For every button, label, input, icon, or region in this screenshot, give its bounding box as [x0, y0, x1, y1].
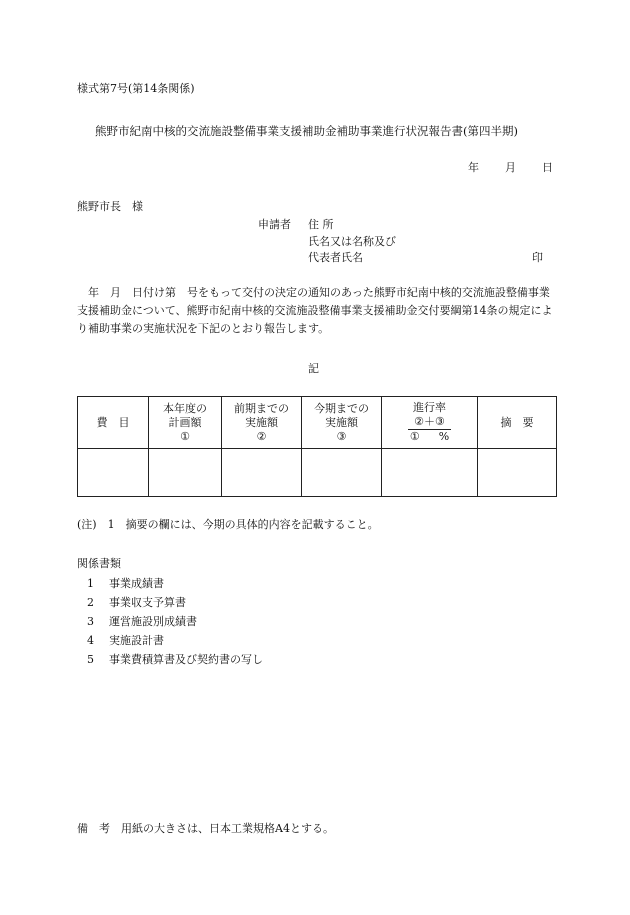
list-item-text: 事業成績書 [109, 577, 164, 590]
list-item [87, 574, 263, 593]
list-item-number: 2 [87, 596, 94, 609]
applicant-address-label: 住 所 [308, 218, 334, 231]
applicant-name-label-line2: 代表者氏名 [308, 251, 363, 264]
header-summary: 摘 要 [478, 397, 557, 449]
remarks-text: 備 考 用紙の大きさは、日本工業規格A4とする。 [77, 822, 334, 835]
header-curr-line1: 今期までの [314, 401, 369, 415]
progress-table [77, 396, 557, 497]
date-month: 月 [505, 161, 516, 174]
rate-numerator: ②＋③ [408, 415, 451, 430]
list-item [87, 650, 263, 669]
header-curr-line2: 実施額 [325, 415, 358, 429]
date-line [468, 161, 553, 175]
rate-unit: % [438, 430, 450, 443]
header-prev-line2: 実施額 [245, 415, 278, 429]
table-header-row [78, 397, 557, 449]
cell-plan-amount[interactable] [149, 449, 222, 497]
list-item-number: 5 [87, 653, 94, 666]
header-progress-rate [382, 397, 478, 449]
form-number: 様式第7号(第14条関係) [77, 82, 195, 95]
header-expense: 費 目 [78, 397, 149, 449]
note-text: (注) 1 摘要の欄には、今期の具体的内容を記載すること。 [77, 518, 379, 531]
cell-summary[interactable] [478, 449, 557, 497]
date-day: 日 [542, 161, 553, 174]
seal-mark: 印 [532, 251, 543, 264]
rate-denominator: ① [409, 430, 420, 443]
list-item-text: 運営施設別成績書 [109, 615, 197, 628]
header-curr-marker: ③ [336, 429, 347, 443]
list-item-text: 事業費積算書及び契約書の写し [109, 653, 263, 666]
ki-heading: 記 [308, 362, 319, 375]
header-plan-amount [149, 397, 222, 449]
addressee: 熊野市長 様 [77, 200, 143, 213]
header-prev-marker: ② [256, 429, 267, 443]
list-item [87, 631, 263, 650]
list-item-number: 3 [87, 615, 94, 628]
cell-expense[interactable] [78, 449, 149, 497]
list-item-number: 1 [87, 577, 94, 590]
header-plan-line1: 本年度の [163, 401, 207, 415]
related-docs-list [87, 574, 263, 669]
list-item-text: 実施設計書 [109, 634, 164, 647]
header-prev-amount [222, 397, 302, 449]
list-item [87, 593, 263, 612]
rate-denominator-line [382, 430, 477, 444]
cell-curr-amount[interactable] [302, 449, 382, 497]
header-rate-label: 進行率 [413, 401, 446, 414]
list-item-number: 4 [87, 634, 94, 647]
applicant-name-label-line1: 氏名又は名称及び [308, 235, 396, 248]
header-plan-line2: 計画額 [168, 415, 202, 429]
list-item [87, 612, 263, 631]
cell-prev-amount[interactable] [222, 449, 302, 497]
header-plan-marker: ① [180, 429, 190, 443]
list-item-text: 事業収支予算書 [109, 596, 186, 609]
header-prev-line1: 前期までの [234, 401, 289, 415]
document-title: 熊野市紀南中核的交流施設整備事業支援補助金補助事業進行状況報告書(第四半期) [95, 124, 518, 138]
report-body-text: 年 月 日付け第 号をもって交付の決定の通知のあった熊野市紀南中核的交流施設整備事業支援補助金について、熊野市紀南中核的交流施設整備事業支援補助金交付要綱第14条の規定により補助事業の実施状況を下記のとおり報告します。 [77, 286, 553, 335]
applicant-label: 申請者 [258, 218, 291, 231]
header-curr-amount [302, 397, 382, 449]
table-row [78, 449, 557, 497]
related-docs-title: 関係書類 [77, 557, 121, 570]
date-year: 年 [468, 161, 479, 174]
cell-progress-rate[interactable] [382, 449, 478, 497]
